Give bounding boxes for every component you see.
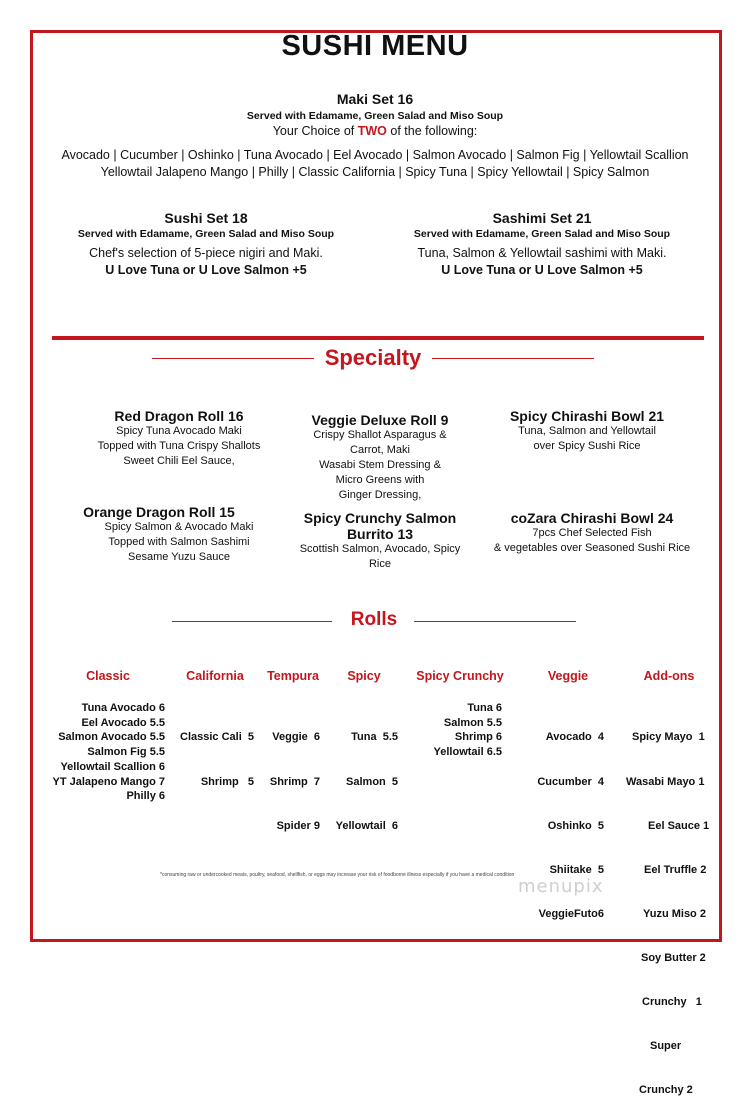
sushi-set-desc: Chef's selection of 5-piece nigiri and Maki. — [89, 246, 323, 260]
list-item: Eel Sauce 1 — [648, 819, 710, 832]
rolls-rule-left — [172, 621, 332, 622]
spicy-chirashi-desc-2: over Spicy Sushi Rice — [533, 440, 641, 452]
burrito-desc-1: Scottish Salmon, Avocado, Spicy — [299, 543, 461, 555]
veggie-deluxe-roll — [270, 412, 490, 503]
red-dragon-title: Red Dragon Roll 16 — [114, 408, 244, 424]
choice-prefix: Your Choice of — [272, 124, 358, 138]
list-item: Shiitake 5 — [549, 863, 604, 876]
orange-dragon-desc-2: Topped with Salmon Sashimi — [108, 536, 250, 548]
list-item: Eel Avocado 5.5 — [81, 716, 165, 729]
list-item: YT Jalapeno Mango 7 — [52, 775, 165, 788]
list-item: Yellowtail 6.5 — [433, 746, 502, 759]
menupix-watermark: menupix — [518, 876, 604, 897]
list-item: Shrimp 7 — [269, 775, 320, 788]
rolls-addons-heading: Add-ons — [643, 669, 695, 683]
sashimi-set-desc: Tuna, Salmon & Yellowtail sashimi with Maki. — [417, 246, 667, 260]
cozara-chirashi-title: coZara Chirashi Bowl 24 — [510, 510, 674, 526]
list-item: VeggieFuto6 — [538, 907, 604, 920]
veggie-deluxe-title: Veggie Deluxe Roll 9 — [311, 412, 449, 428]
rolls-veggie-heading: Veggie — [547, 669, 589, 683]
list-item: Tuna 5.5 — [351, 731, 398, 744]
list-item: Classic Cali 5 — [180, 731, 254, 744]
rolls-rule-right — [414, 621, 576, 622]
menu-title: SUSHI MENU — [281, 30, 469, 62]
list-item: Yellowtail 6 — [335, 819, 398, 832]
sushi-set-title: Sushi Set 18 — [164, 210, 248, 226]
veggie-deluxe-desc-2: Carrot, Maki — [350, 444, 410, 456]
list-item: Spicy Mayo 1 — [632, 731, 705, 744]
specialty-rule-left — [152, 358, 314, 359]
burrito-title-2: Burrito 13 — [346, 526, 414, 542]
sashimi-set-upgrade: U Love Tuna or U Love Salmon +5 — [441, 263, 643, 277]
sashimi-set-section — [392, 210, 692, 279]
list-item: Veggie 6 — [272, 731, 320, 744]
list-item: Salmon Fig 5.5 — [87, 746, 165, 759]
choice-suffix: of the following: — [386, 124, 478, 138]
orange-dragon-desc-3: Sesame Yuzu Sauce — [128, 551, 230, 563]
list-item: Tuna 6 — [467, 702, 502, 714]
list-item: Wasabi Mayo 1 — [626, 775, 705, 788]
sushi-set-upgrade: U Love Tuna or U Love Salmon +5 — [105, 263, 307, 277]
rolls-california-heading: California — [186, 669, 244, 683]
burrito-title-1: Spicy Crunchy Salmon — [303, 510, 457, 526]
rolls-spicy-crunchy-heading: Spicy Crunchy — [416, 669, 504, 683]
red-dragon-desc-1: Spicy Tuna Avocado Maki — [116, 425, 242, 437]
veggie-deluxe-desc-4: Micro Greens with — [335, 474, 425, 486]
list-item: Shrimp 5 — [200, 775, 254, 788]
rolls-classic-heading: Classic — [86, 669, 130, 683]
specialty-heading: Specialty — [324, 345, 422, 370]
cozara-chirashi-desc-1: 7pcs Chef Selected Fish — [532, 527, 652, 539]
maki-set-choice — [0, 123, 750, 140]
orange-dragon-title: Orange Dragon Roll 15 — [83, 504, 235, 520]
burrito-desc-2: Rice — [368, 558, 391, 570]
list-item: Yellowtail Scallion 6 — [60, 760, 165, 773]
rolls-classic-list — [40, 701, 165, 804]
veggie-deluxe-desc-5: Ginger Dressing, — [338, 489, 422, 501]
sushi-set-subtitle: Served with Edamame, Green Salad and Miso Soup — [77, 228, 335, 240]
list-item: Soy Butter 2 — [641, 951, 706, 964]
list-item: Oshinko 5 — [547, 819, 604, 832]
rolls-tempura-list — [258, 701, 320, 848]
list-item: Crunchy 2 — [639, 1084, 693, 1097]
spicy-crunchy-salmon-burrito — [270, 510, 490, 572]
list-item: Crunchy 1 — [642, 996, 702, 1009]
sashimi-set-title: Sashimi Set 21 — [492, 210, 592, 226]
specialty-rule-right — [432, 358, 594, 359]
orange-dragon-desc-1: Spicy Salmon & Avocado Maki — [104, 521, 254, 533]
rolls-spicy-list — [322, 701, 398, 848]
maki-set-title: Maki Set 16 — [336, 91, 414, 107]
veggie-deluxe-desc-1: Crispy Shallot Asparagus & — [313, 429, 447, 441]
list-item: Salmon Avocado 5.5 — [58, 731, 165, 744]
list-item: Avocado 4 — [545, 731, 604, 744]
rolls-tempura-heading: Tempura — [267, 669, 319, 683]
maki-options-line-1: Avocado | Cucumber | Oshinko | Tuna Avocado | Eel Avocado | Salmon Avocado | Salmon Fig | Yellowtail Scallion — [61, 148, 689, 162]
red-dragon-desc-3: Sweet Chili Eel Sauce, — [123, 455, 235, 467]
section-divider — [52, 336, 704, 340]
list-item: Spider 9 — [276, 819, 320, 832]
food-safety-footnote: *consuming raw or undercooked meats, poultry, seafood, shellfish, or eggs may increase your risk of foodborne illness especially if you have a medical condition — [160, 872, 515, 878]
maki-set-subtitle: Served with Edamame, Green Salad and Miso Soup — [246, 110, 504, 122]
sashimi-set-subtitle: Served with Edamame, Green Salad and Miso Soup — [413, 228, 671, 240]
spicy-chirashi-title: Spicy Chirashi Bowl 21 — [509, 408, 665, 424]
list-item: Salmon 5.5 — [443, 716, 502, 729]
red-dragon-desc-2: Topped with Tuna Crispy Shallots — [97, 440, 261, 452]
orange-dragon-roll — [44, 504, 274, 565]
veggie-deluxe-desc-3: Wasabi Stem Dressing & — [319, 459, 441, 471]
maki-options-line-2: Yellowtail Jalapeno Mango | Philly | Classic California | Spicy Tuna | Spicy Yellowtail | Spicy Salmon — [100, 165, 650, 179]
list-item: Eel Truffle 2 — [644, 863, 707, 876]
cozara-chirashi-bowl — [472, 510, 712, 556]
list-item: Tuna Avocado 6 — [81, 702, 165, 714]
list-item: Philly 6 — [126, 790, 165, 803]
sushi-set-section — [56, 210, 356, 279]
cozara-chirashi-desc-2: & vegetables over Seasoned Sushi Rice — [493, 542, 691, 554]
choice-two: TWO — [357, 124, 387, 138]
spicy-chirashi-bowl — [472, 408, 702, 454]
rolls-spicy-heading: Spicy — [347, 669, 381, 683]
rolls-spicy-crunchy-list — [416, 701, 502, 760]
list-item: Super — [650, 1040, 682, 1053]
maki-set-section — [0, 91, 750, 181]
list-item: Shrimp 6 — [454, 731, 502, 744]
red-dragon-roll — [64, 408, 294, 469]
rolls-veggie-list — [526, 701, 604, 936]
rolls-california-list — [174, 701, 254, 804]
list-item: Cucumber 4 — [537, 775, 604, 788]
rolls-heading: Rolls — [350, 609, 398, 630]
list-item: Salmon 5 — [346, 775, 398, 788]
spicy-chirashi-desc-1: Tuna, Salmon and Yellowtail — [518, 425, 656, 437]
list-item: Yuzu Miso 2 — [643, 907, 706, 920]
rolls-addons-list — [620, 701, 710, 1113]
